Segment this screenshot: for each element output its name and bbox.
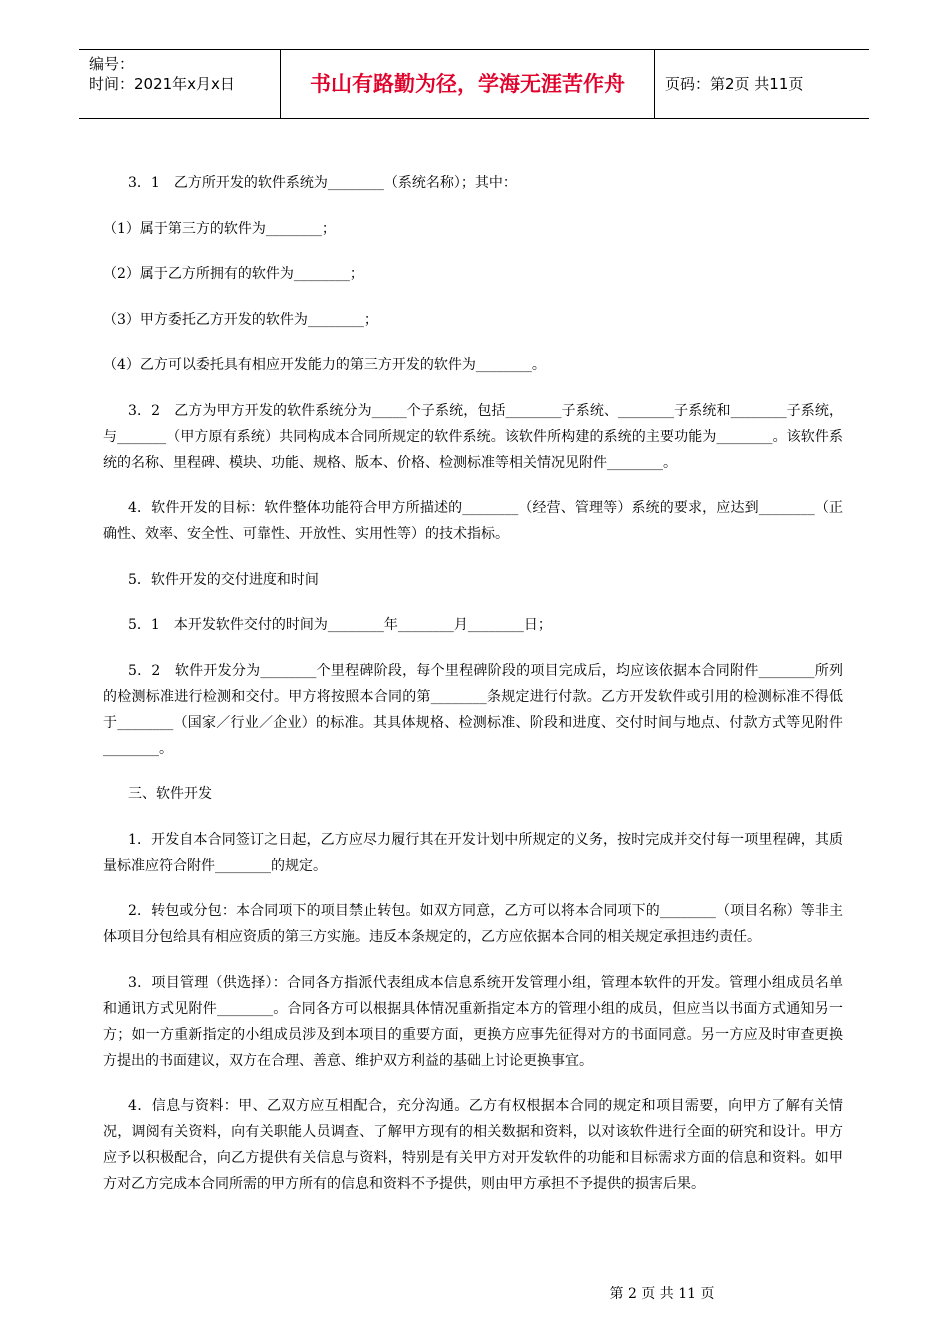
section-heading-software-dev: 三、软件开发 [128,786,212,802]
footer-page-number: 第 2 页 共 11 页 [609,1286,715,1302]
header-page-label: 页码：第2页 共11页 [665,75,804,93]
paragraph-dev-3: 3．项目管理（供选择）：合同各方指派代表组成本信息系统开发管理小组，管理本软件的开发。管理小组成员名单和通讯方式见附件________。合同各方可以根据具体情况重新指定本方的管理小组的成员，但应当以书面方式通知另一方；如一方重新指定的小组成员涉及到本项目的重要方面，更换方应事先征得对方的书面同意。另一方应及时审查更换方提出的书面建议，双方在合理、善意、维护双方利益的基础上讨论更换事宜。 [103,974,843,1069]
paragraph-3-2: 3．2 乙方为甲方开发的软件系统分为_____个子系统，包括________子系统、________子系统和________子系统，与_______（甲方原有系统）共同构成本合同所规定的软件系统。该软件所构建的系统的主要功能为________。该软件系统的名称、里程碑、模块、功能、规格、版本、价格、检测标准等相关情况见附件________。 [103,402,843,471]
paragraph-dev-4: 4．信息与资料：甲、乙双方应互相配合，充分沟通。乙方有权根据本合同的规定和项目需要，向甲方了解有关情况，调阅有关资料，向有关职能人员调查、了解甲方现有的相关数据和资料，以对该软件进行全面的研究和设计。甲方应予以积极配合，向乙方提供有关信息与资料，特别是有关甲方对开发软件的功能和目标需求方面的信息和资料。如甲方对乙方完成本合同所需的甲方所有的信息和资料不予提供，则由甲方承担不予提供的损害后果。 [103,1098,843,1192]
document-body [103,170,843,1217]
paragraph-dev-1: 1．开发自本合同签订之日起，乙方应尽力履行其在开发计划中所规定的义务，按时完成并交付每一项里程碑，其质量标准应符合附件________的规定。 [103,831,843,874]
document-date-label: 时间：2021年x月x日 [89,75,235,93]
paragraph-3-1: 3．1 乙方所开发的软件系统为________（系统名称）；其中： [128,175,517,191]
page-header [79,49,869,119]
paragraph-4-goal: 4．软件开发的目标：软件整体功能符合甲方所描述的________（经营、管理等）系统的要求，应达到________（正确性、效率、安全性、可靠性、开放性、实用性等）的技术指标。 [103,500,843,542]
paragraph-3-1-item-1: （1）属于第三方的软件为________； [103,220,336,237]
page-footer [0,1283,950,1303]
paragraph-5-heading: 5．软件开发的交付进度和时间 [128,571,319,588]
paragraph-3-1-item-2: （2）属于乙方所拥有的软件为________； [103,266,364,282]
document-number-label: 编号： [89,55,135,73]
header-meta [79,50,281,118]
paragraph-5-2: 5．2 软件开发分为________个里程碑阶段，每个里程碑阶段的项目完成后，均应该依据本合同附件________所列的检测标准进行检测和交付。甲方将按照本合同的第________条规定进行付款。乙方开发软件或引用的检测标准不得低于________（国家／行业／企业）的标准。其具体规格、检测标准、阶段和进度、交付时间与地点、付款方式等见附件________。 [103,662,843,757]
header-motto: 书山有路勤为径，学海无涯苦作舟 [281,50,655,118]
paragraph-3-1-item-4: （4）乙方可以委托具有相应开发能力的第三方开发的软件为________。 [103,357,546,373]
paragraph-3-1-item-3: （3）甲方委托乙方开发的软件为________； [103,311,378,328]
paragraph-dev-2: 2．转包或分包：本合同项下的项目禁止转包。如双方同意，乙方可以将本合同项下的________（项目名称）等非主体项目分包给具有相应资质的第三方实施。违反本条规定的，乙方应依据本合同的相关规定承担违约责任。 [103,903,843,945]
paragraph-5-1: 5．1 本开发软件交付的时间为________年________月________日； [128,617,552,633]
